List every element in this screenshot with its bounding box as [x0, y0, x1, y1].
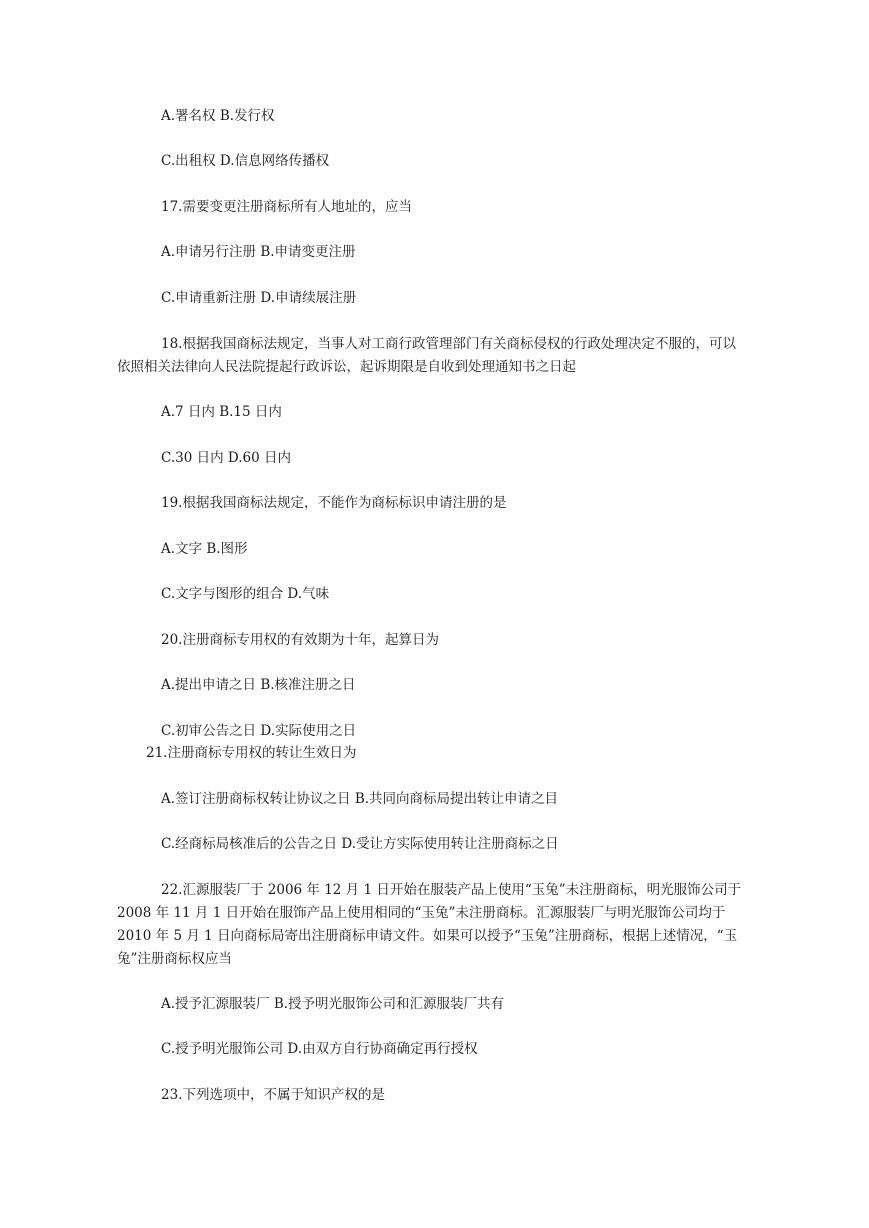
q22-options-ab: A.授予汇源服装厂 B.授予明光服饰公司和汇源服装厂共有 — [161, 996, 505, 1012]
question-21: 21.注册商标专用权的转让生效日为 — [146, 745, 357, 761]
q20-options-cd: C.初审公告之日 D.实际使用之日 — [161, 723, 357, 739]
q20-options-ab: A.提出申请之日 B.核准注册之日 — [161, 677, 356, 693]
q19-options-ab: A.文字 B.图形 — [161, 541, 248, 557]
q21-options-ab: A.签订注册商标权转让协议之日 B.共同向商标局提出转让申请之目 — [161, 791, 559, 807]
question-17: 17.需要变更注册商标所有人地址的，应当 — [161, 199, 412, 215]
q18-options-ab: A.7 日内 B.15 日内 — [161, 404, 282, 420]
q17-options-cd: C.申请重新注册 D.申请续展注册 — [161, 290, 357, 306]
question-19: 19.根据我国商标法规定，不能作为商标标识申请注册的是 — [161, 495, 507, 511]
q21-options-cd: C.经商标局核准后的公告之日 D.受让方实际使用转让注册商标之日 — [161, 836, 559, 852]
question-18: 18.根据我国商标法规定，当事人对工商行政管理部门有关商标侵权的行政处理决定不服的，可以依照相关法律向人民法院提起行政诉讼，起诉期限是自收到处理通知书之日起 — [117, 336, 736, 375]
q22-options-cd: C.授予明光服饰公司 D.由双方自行协商确定再行授权 — [161, 1041, 478, 1057]
q17-options-ab: A.申请另行注册 B.申请变更注册 — [161, 244, 356, 260]
q18-options-cd: C.30 日内 D.60 日内 — [161, 450, 292, 466]
question-20: 20.注册商标专用权的有效期为十年，起算日为 — [161, 632, 439, 648]
question-23: 23.下列选项中，不属于知识产权的是 — [161, 1087, 385, 1103]
question-22: 22.汇源服装厂于 2006 年 12 月 1 日开始在服装产品上使用“玉兔”未注册商标，明光服饰公司于 2008 年 11 月 1 日开始在服饰产品上使用相同的“玉兔”未注册商标。汇源服装厂与明光服饰公司均于 2010 年 5 月 1 日向商标局寄出注册商标申请文件。如果可以授予“玉兔”注册商标，根据上述情况，“玉兔”注册商标权应当 — [117, 882, 742, 967]
q19-options-cd: C.文字与图形的组合 D.气味 — [161, 586, 330, 602]
q16-options-ab: A.署名权 B.发行权 — [161, 108, 275, 124]
q16-options-cd: C.出租权 D.信息网络传播权 — [161, 153, 330, 169]
